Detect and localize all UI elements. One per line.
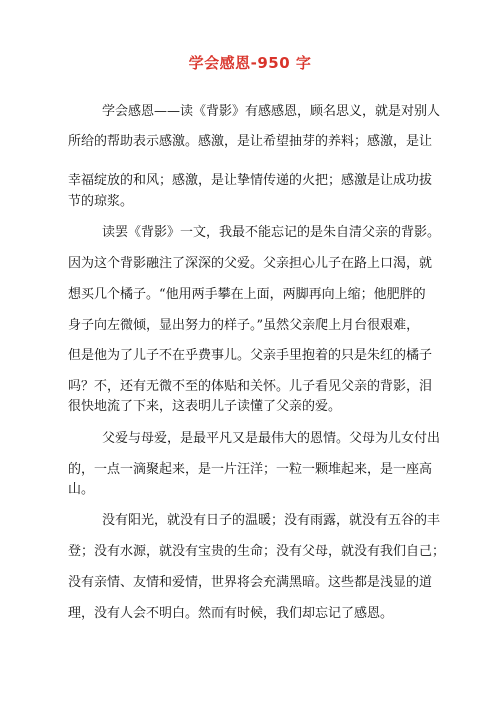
body-line: 没有亲情、友情和爱情，世界将会充满黑暗。这些都是浅显的道 <box>68 575 433 590</box>
body-line: 没有阳光，就没有日子的温暖；没有雨露，就没有五谷的丰 <box>102 513 441 528</box>
body-line: 登；没有水源，就没有宝贵的生命；没有父母，就没有我们自己； <box>68 544 446 559</box>
body-line: 读罢《背影》一文，我最不能忘记的是朱自清父亲的背影。 <box>102 225 441 240</box>
document-title: 学会感恩-950 字 <box>188 54 312 72</box>
body-line: 幸福绽放的和风；感激，是让挚情传递的火把；感激是让成功拔 <box>68 173 433 188</box>
body-line: 节的琼浆。 <box>68 194 134 209</box>
body-line: 吗？不，还有无微不至的体贴和关怀。儿子看见父亲的背影，泪 <box>68 379 433 394</box>
body-line: 因为这个背影融注了深深的父爱。父亲担心儿子在路上口渴，就 <box>68 256 433 271</box>
body-line: 理，没有人会不明白。然而有时候，我们却忘记了感恩。 <box>68 606 394 621</box>
body-line: 学会感恩——读《背影》有感感恩，顾名思义，就是对别人 <box>102 104 441 119</box>
body-line: 父爱与母爱，是最平凡又是最伟大的恩情。父母为儿女付出 <box>102 431 441 446</box>
body-line: 身子向左微倾，显出努力的样子。”虽然父亲爬上月台很艰难， <box>68 318 420 333</box>
body-line: 的，一点一滴聚起来，是一片汪洋；一粒一颗堆起来，是一座高 <box>68 462 433 477</box>
body-line: 想买几个橘子。“他用两手攀在上面，两脚再向上缩；他肥胖的 <box>68 287 426 302</box>
body-line: 很快地流了下来，这表明儿子读懂了父亲的爱。 <box>68 399 342 414</box>
body-line: 所给的帮助表示感激。感激，是让希望抽芽的养料；感激，是让 <box>68 134 433 149</box>
body-line: 山。 <box>68 482 95 497</box>
body-line: 但是他为了儿子不在乎费事儿。父亲手里抱着的只是朱红的橘子 <box>68 348 433 363</box>
